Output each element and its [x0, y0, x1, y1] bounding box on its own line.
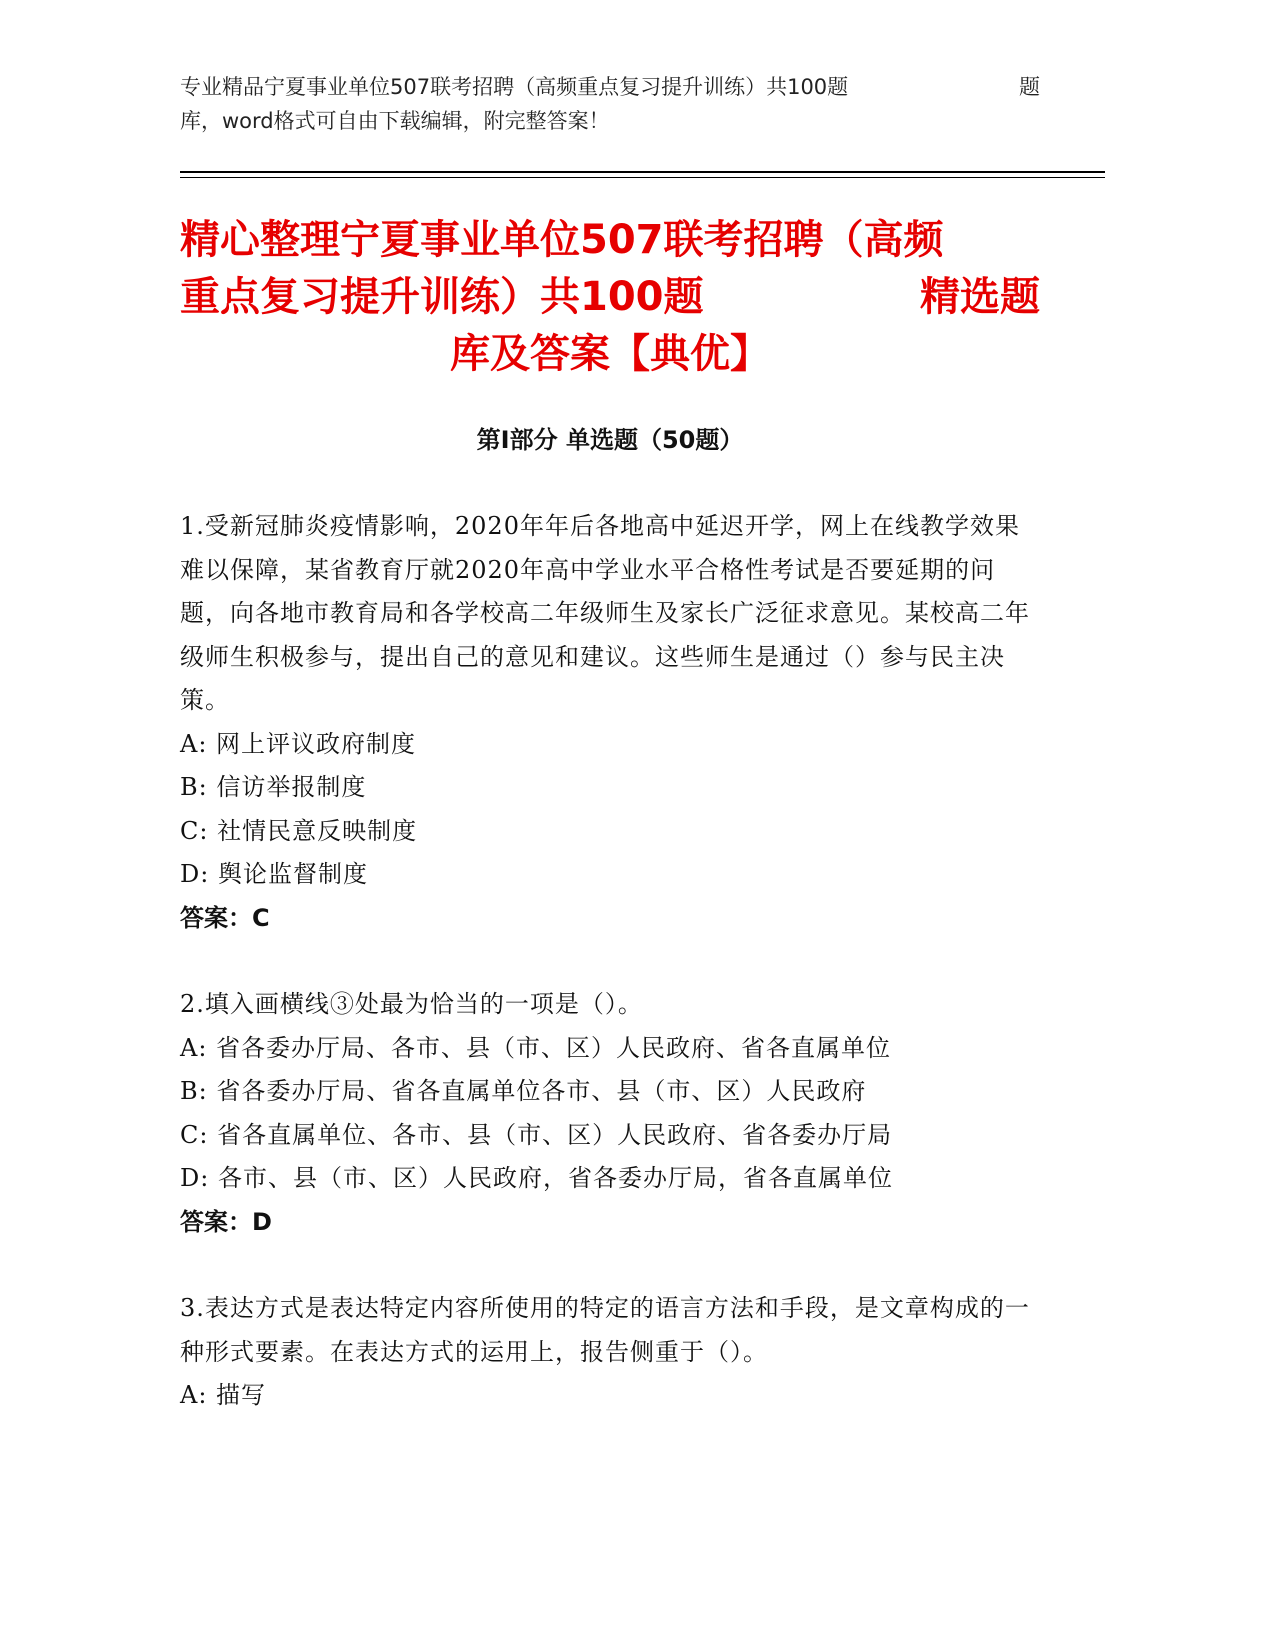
question-stem: 3.表达方式是表达特定内容所使用的特定的语言方法和手段，是文章构成的一种形式要素。在表达方式的运用上，报告侧重于（）。 — [180, 1294, 1030, 1366]
title-line-2-left: 重点复习提升训练）共100题 — [180, 274, 704, 320]
title-line-2-right: 精选题 — [920, 274, 1040, 320]
question-2 — [180, 983, 1040, 1244]
option-b: B: 信访举报制度 — [180, 773, 367, 801]
question-list — [180, 505, 1040, 1461]
title-line-1 — [180, 212, 1040, 269]
title-line-1-text: 精心整理宁夏事业单位507联考招聘（高频 — [180, 217, 944, 263]
option-a: A: 描写 — [180, 1381, 267, 1409]
document-title — [180, 212, 1040, 383]
header-note-line1 — [180, 70, 1040, 104]
option-a: A: 网上评议政府制度 — [180, 729, 417, 758]
header-rule-thin — [180, 177, 1105, 178]
option-a: A: 省各委办厅局、各市、县（市、区）人民政府、省各直属单位 — [180, 1033, 892, 1062]
question-3 — [180, 1287, 1040, 1418]
answer: 答案：D — [180, 1207, 272, 1236]
option-d: D: 各市、县（市、区）人民政府，省各委办厅局，省各直属单位 — [180, 1164, 893, 1192]
question-1 — [180, 505, 1040, 940]
option-d: D: 舆论监督制度 — [180, 860, 368, 888]
section-heading: 第Ⅰ部分 单选题（50题） — [476, 426, 744, 454]
title-line-2 — [180, 269, 1040, 326]
answer: 答案：C — [180, 903, 270, 932]
option-c: C: 省各直属单位、各市、县（市、区）人民政府、省各委办厅局 — [180, 1120, 893, 1149]
option-c: C: 社情民意反映制度 — [180, 816, 418, 845]
question-stem: 1.受新冠肺炎疫情影响，2020年年后各地高中延迟开学，网上在线教学效果难以保障，某省教育厅就2020年高中学业水平合格性考试是否要延期的问题，向各地市教育局和各学校高二年级师生及家长广泛征求意见。某校高二年级师生积极参与，提出自己的意见和建议。这些师生是通过（）参与民主决策。 — [180, 512, 1030, 714]
header-rule-thick — [180, 171, 1105, 173]
header-note-line2: 库，word格式可自由下载编辑，附完整答案！ — [180, 109, 610, 133]
question-stem: 2.填入画横线③处最为恰当的一项是（）。 — [180, 990, 643, 1018]
header-note-main: 专业精品宁夏事业单位507联考招聘（高频重点复习提升训练）共100题 — [180, 75, 849, 99]
title-line-3: 库及答案【典优】 — [450, 331, 770, 377]
header-note — [180, 70, 1040, 138]
header-note-tail: 题 — [1019, 75, 1040, 99]
option-b: B: 省各委办厅局、省各直属单位各市、县（市、区）人民政府 — [180, 1077, 867, 1105]
